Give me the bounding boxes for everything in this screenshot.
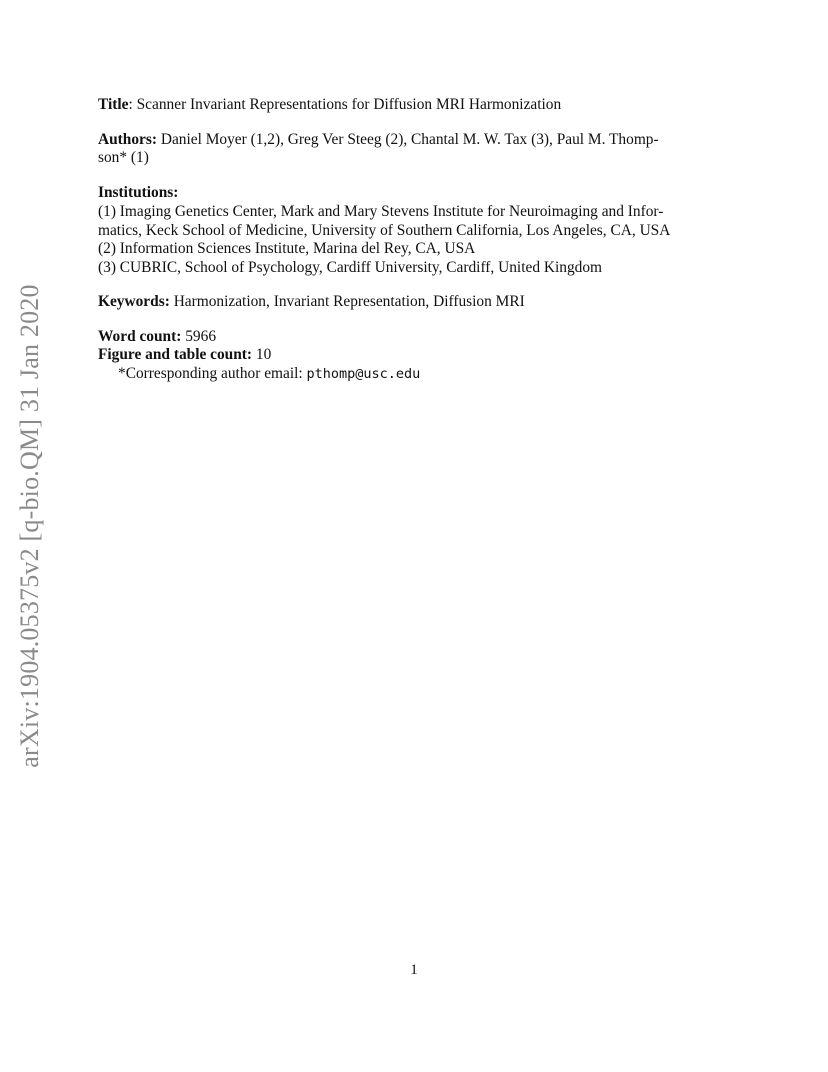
institution-line: (3) CUBRIC, School of Psychology, Cardiff University, Cardiff, United Kingdom	[98, 258, 603, 276]
figure-count-line	[98, 346, 738, 365]
arxiv-identifier-stamp: arXiv:1904.05375v2 [q-bio.QM] 31 Jan 2020	[15, 284, 44, 768]
title-page-content	[98, 96, 738, 383]
authors-label: Authors:	[98, 130, 157, 148]
paper-title: Scanner Invariant Representations for Diffusion MRI Harmonization	[136, 96, 562, 113]
keywords-text: Harmonization, Invariant Representation, Diffusion MRI	[173, 293, 525, 310]
authors-line-2: son* (1)	[98, 149, 149, 166]
corresponding-author-footnote	[98, 365, 738, 384]
figure-count-label: Figure and table count:	[98, 346, 253, 363]
counts-block	[98, 328, 738, 384]
word-count-value: 5966	[185, 327, 217, 345]
authors-block	[98, 131, 738, 168]
institutions-label: Institutions:	[98, 183, 179, 201]
title-line	[98, 96, 738, 115]
keywords-label: Keywords:	[98, 293, 170, 310]
institution-line: matics, Keck School of Medicine, University of Southern California, Los Angeles, CA, USA	[98, 221, 671, 239]
title-separator: :	[128, 96, 137, 113]
figure-count-value: 10	[255, 346, 272, 363]
title-label: Title	[98, 96, 129, 113]
footnote-text: *Corresponding author email:	[118, 364, 303, 382]
institutions-list	[98, 203, 738, 277]
word-count-line	[98, 328, 738, 347]
word-count-label: Word count:	[98, 327, 182, 345]
corresponding-email: pthomp@usc.edu	[306, 365, 421, 382]
page-number: 1	[410, 962, 418, 978]
institution-line: (2) Information Sciences Institute, Marina del Rey, CA, USA	[98, 240, 476, 257]
authors-line-1: Daniel Moyer (1,2), Greg Ver Steeg (2), Chantal M. W. Tax (3), Paul M. Thomp-	[160, 130, 659, 148]
keywords-line	[98, 293, 738, 312]
institution-line: (1) Imaging Genetics Center, Mark and Mary Stevens Institute for Neuroimaging and Infor-	[98, 203, 664, 220]
